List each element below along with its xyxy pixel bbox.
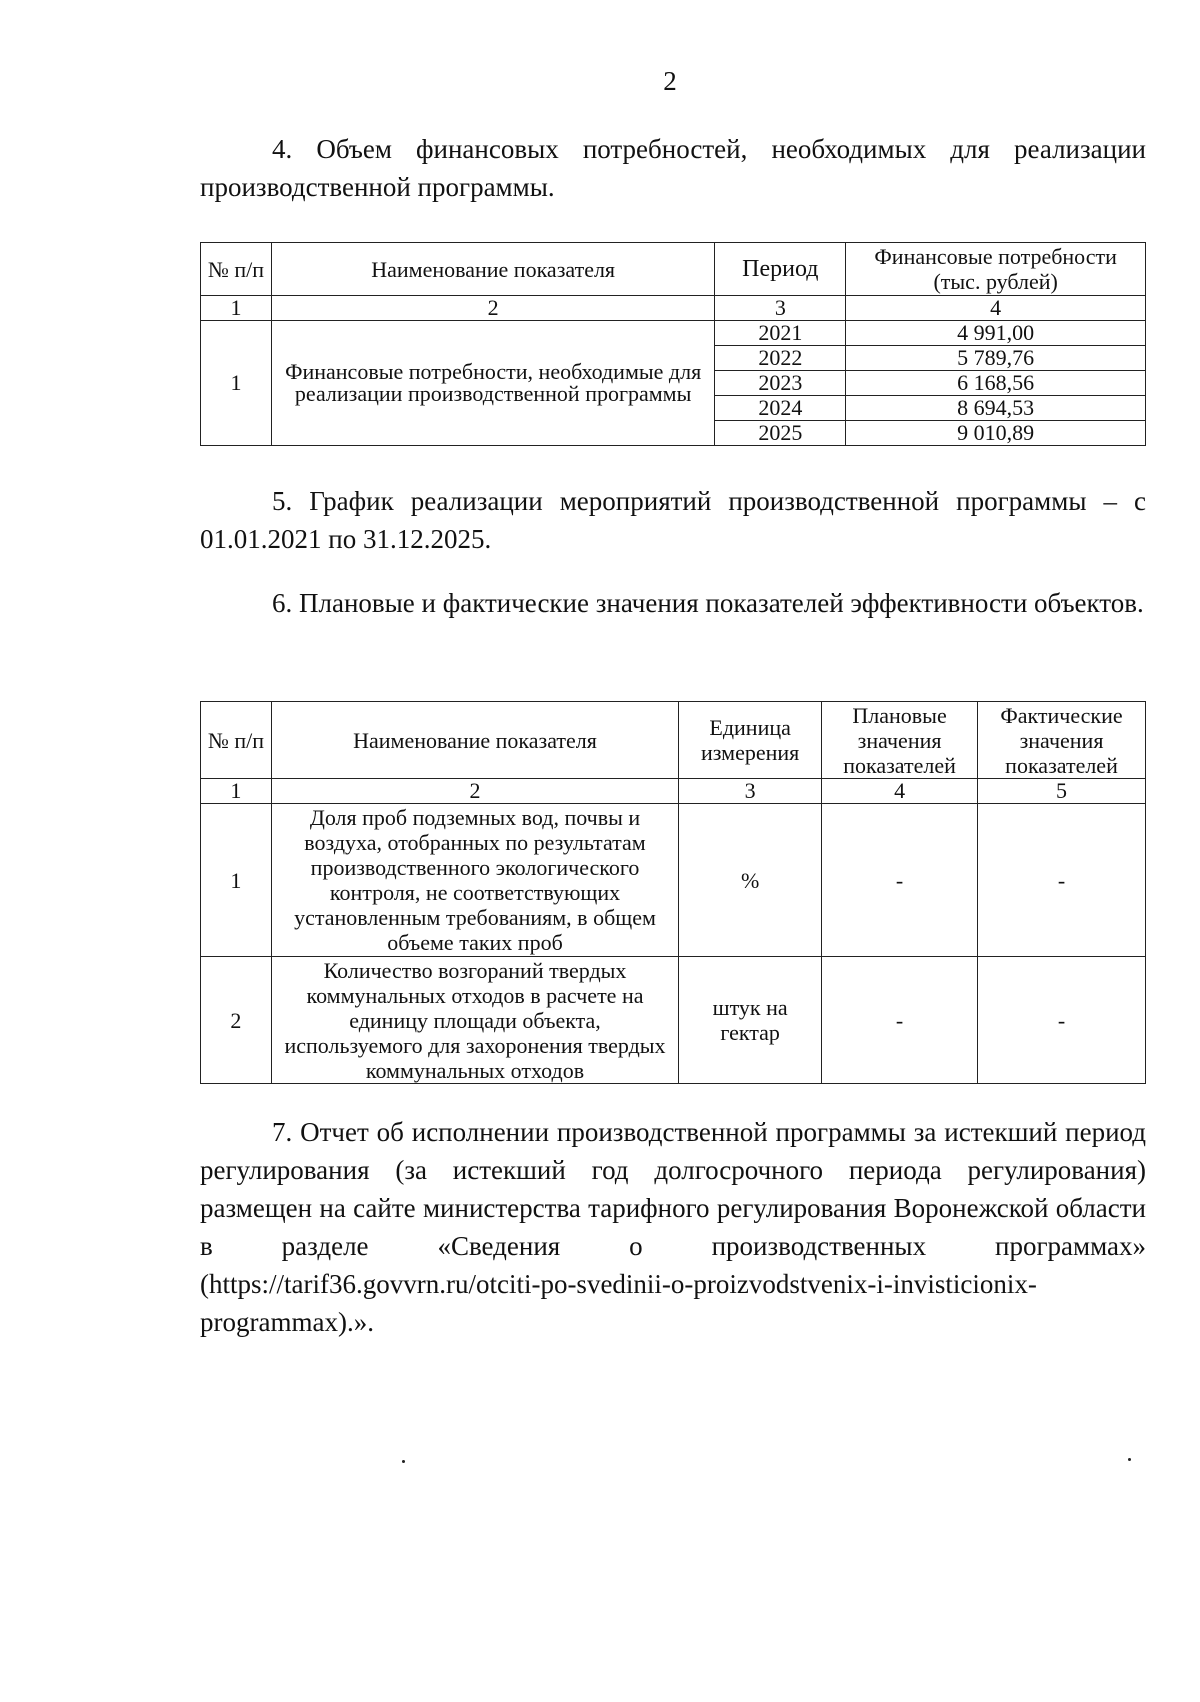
table2-header-fact: Фактические значения показателей — [978, 702, 1146, 779]
table1-period-year: 2023 — [715, 371, 846, 396]
table1-period-value: 9 010,89 — [846, 421, 1146, 446]
table1-colnum: 4 — [846, 296, 1146, 321]
table1-period-value: 6 168,56 — [846, 371, 1146, 396]
table2-plan-value: - — [822, 804, 978, 957]
section-6-paragraph — [200, 584, 1146, 622]
section-7-text: 7. Отчет об исполнении производственной программы за истекший период регулирования (за истекший год долгосрочного периода регулирования) размещен на сайте министерства тарифного регулирования Воронежской области в разделе «Сведения о производственных программах» (https://tarif36.govvrn.ru/otciti-po-svedinii-o-proizvodstvenix-i-invisticionix-programmax).». — [200, 1117, 1146, 1337]
section-4-text: 4. Объем финансовых потребностей, необходимых для реализации производственной программы. — [200, 134, 1146, 202]
table1-period-value: 5 789,76 — [846, 346, 1146, 371]
table2-column-numbers-row — [201, 779, 1146, 804]
table1-colnum: 2 — [271, 296, 715, 321]
table2-header-unit: Единица измерения — [679, 702, 822, 779]
table1-header-indicator: Наименование показателя — [271, 243, 715, 296]
table1-header-num: № п/п — [201, 243, 272, 296]
table2-header-num: № п/п — [201, 702, 272, 779]
table2-fact-value: - — [978, 957, 1146, 1084]
table2-header-indicator: Наименование показателя — [271, 702, 678, 779]
table-row — [201, 321, 1146, 346]
scan-dot-mark — [402, 1460, 405, 1463]
scan-dot-mark — [1128, 1458, 1131, 1461]
table1-header-row — [201, 243, 1146, 296]
table1-column-numbers-row — [201, 296, 1146, 321]
efficiency-indicators-table — [200, 701, 1146, 1084]
table1-period-year: 2022 — [715, 346, 846, 371]
table2-unit: % — [679, 804, 822, 957]
table2-header-row — [201, 702, 1146, 779]
table2-colnum: 5 — [978, 779, 1146, 804]
table1-period-value: 8 694,53 — [846, 396, 1146, 421]
section-5-text: 5. График реализации мероприятий производственной программы – с 01.01.2021 по 31.12.2025. — [200, 486, 1146, 554]
table2-indicator-name: Доля проб подземных вод, почвы и воздуха, отобранных по результатам производственного экологического контроля, не соответствующих установленным требованиям, в общем объеме таких проб — [271, 804, 678, 957]
table2-colnum: 4 — [822, 779, 978, 804]
table-row — [201, 957, 1146, 1084]
section-6-text: 6. Плановые и фактические значения показателей эффективности объектов. — [272, 588, 1144, 618]
section-4-paragraph — [200, 130, 1146, 206]
table1-colnum: 3 — [715, 296, 846, 321]
table1-period-value: 4 991,00 — [846, 321, 1146, 346]
table1-period-year: 2021 — [715, 321, 846, 346]
table1-header-period: Период — [715, 243, 846, 296]
table-row — [201, 804, 1146, 957]
section-5-paragraph — [200, 482, 1146, 558]
table2-row-number: 2 — [201, 957, 272, 1084]
table1-header-financial-needs: Финансовые потребности (тыс. рублей) — [846, 243, 1146, 296]
table1-colnum: 1 — [201, 296, 272, 321]
table2-plan-value: - — [822, 957, 978, 1084]
table2-colnum: 2 — [271, 779, 678, 804]
table2-fact-value: - — [978, 804, 1146, 957]
table2-colnum: 1 — [201, 779, 272, 804]
table2-header-plan: Плановые значения показателей — [822, 702, 978, 779]
table1-period-year: 2025 — [715, 421, 846, 446]
table2-colnum: 3 — [679, 779, 822, 804]
financial-needs-table — [200, 242, 1146, 446]
table1-row-number: 1 — [201, 321, 272, 446]
table1-indicator-name: Финансовые потребности, необходимые для реализации производственной программы — [271, 321, 715, 446]
page-number: 2 — [663, 66, 677, 96]
section-7-paragraph — [200, 1113, 1146, 1341]
table2-indicator-name: Количество возгораний твердых коммунальных отходов в расчете на единицу площади объекта, используемого для захоронения твердых коммунальных отходов — [271, 957, 678, 1084]
table2-unit: штук на гектар — [679, 957, 822, 1084]
table2-row-number: 1 — [201, 804, 272, 957]
table1-period-year: 2024 — [715, 396, 846, 421]
